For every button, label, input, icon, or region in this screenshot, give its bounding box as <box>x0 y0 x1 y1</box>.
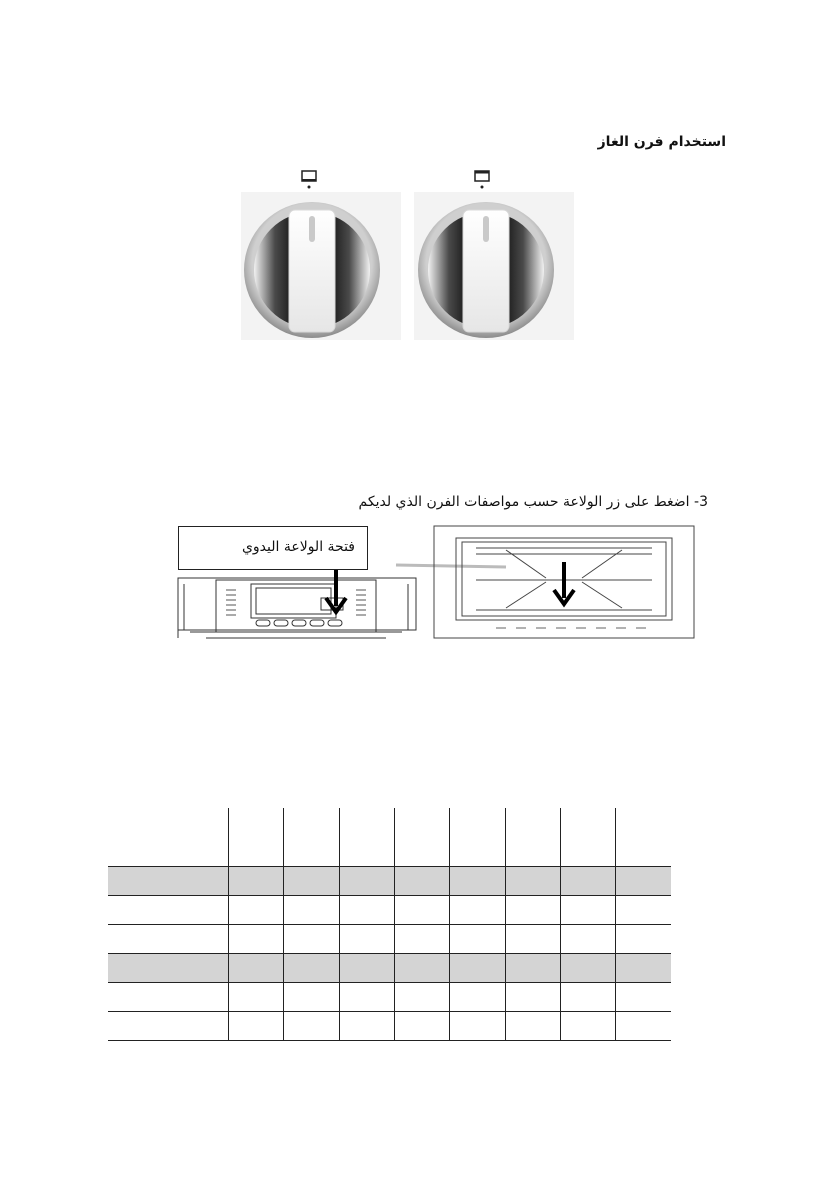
callout-label: فتحة الولاعة اليدوي <box>241 539 355 555</box>
manual-ignition-callout <box>178 526 368 570</box>
table-row <box>108 808 671 867</box>
oven-knobs-illustration <box>236 160 578 340</box>
oven-knob-right <box>414 171 574 340</box>
table-row <box>108 954 671 983</box>
oven-knob-left <box>241 171 401 340</box>
table-row <box>108 983 671 1012</box>
top-heater-icon <box>475 171 489 189</box>
down-arrow-icon <box>554 562 574 604</box>
step-3-instruction: 3- اضغط على زر الولاعة حسب مواصفات الفرن الذي لديكم <box>358 494 708 510</box>
spec-table <box>108 808 671 1041</box>
bottom-heater-icon <box>302 171 316 189</box>
section-heading: استخدام فرن الغاز <box>597 134 726 150</box>
table-row <box>108 1012 671 1041</box>
oven-control-panel-drawing <box>178 578 416 638</box>
table-row <box>108 896 671 925</box>
table-row <box>108 867 671 896</box>
table-row <box>108 925 671 954</box>
connector-line <box>396 565 506 567</box>
